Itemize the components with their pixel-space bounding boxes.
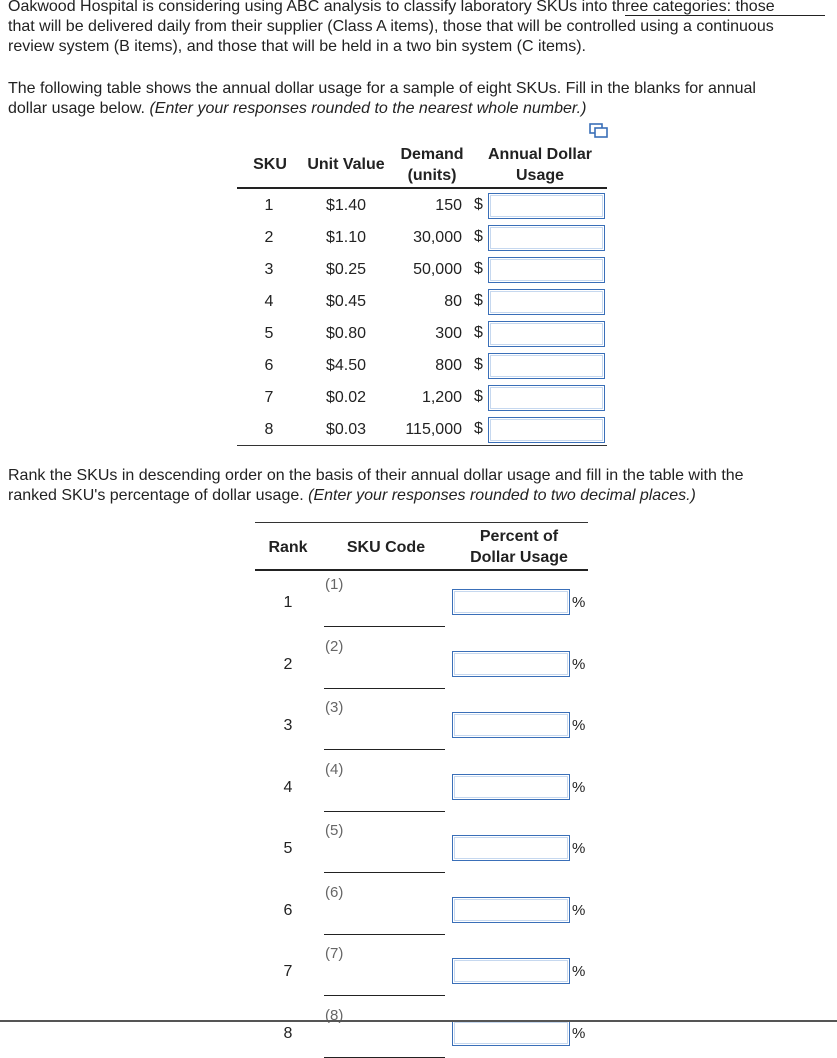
table1-bottom-rule [237,445,607,446]
col-header-usage: Usage [515,167,565,184]
percent-sign: % [572,840,586,857]
percent-usage-input[interactable] [452,651,570,677]
col-header-sku: SKU [253,156,287,173]
sku-code-label: (6) [325,884,344,901]
instructions-table2 [8,466,828,506]
percent-sign: % [572,717,586,734]
instructions2-hint: (Enter your responses rounded to two decimal places.) [308,487,696,504]
rank-cell: 8 [283,1025,293,1042]
table2-header-rule [255,569,588,571]
col-header-sku-code: SKU Code [346,539,426,556]
percent-usage-input[interactable] [452,589,570,615]
instructions1-line-1: The following table shows the annual dollar usage for a sample of eight SKUs. Fill in the blanks for annual [8,80,756,97]
percent-usage-input[interactable] [452,712,570,738]
rank-cell: 3 [283,717,293,734]
instructions2-line-1: Rank the SKUs in descending order on the basis of their annual dollar usage and fill in the table with the [8,467,744,484]
table1-header-rule [237,187,607,189]
unit-value-cell: $1.10 [325,229,367,246]
percent-sign: % [572,656,586,673]
rank-cell: 7 [283,963,293,980]
demand-cell: 80 [444,293,462,310]
sku-code-blank[interactable] [324,626,445,627]
demand-cell: 30,000 [413,229,462,246]
col-header-demand-units: (units) [407,167,457,184]
sku-cell: 3 [264,261,274,278]
sku-code-blank[interactable] [324,872,445,873]
sku-code-blank[interactable] [324,995,445,996]
sku-cell: 2 [264,229,274,246]
col-header-annual-dollar: Annual Dollar [487,146,592,163]
col-header-unit-value: Unit Value [307,156,385,173]
sku-code-label: (4) [325,761,344,778]
currency-symbol: $ [474,196,483,213]
instructions1-hint: (Enter your responses rounded to the nearest whole number.) [149,100,587,117]
percent-sign: % [572,1025,586,1042]
rank-cell: 4 [283,779,293,796]
sku-code-label: (3) [325,699,344,716]
currency-symbol: $ [474,260,483,277]
sku-cell: 7 [264,389,274,406]
unit-value-cell: $1.40 [325,197,367,214]
percent-usage-input[interactable] [452,774,570,800]
unit-value-cell: $4.50 [325,357,367,374]
sku-code-blank[interactable] [324,811,445,812]
demand-cell: 150 [435,197,462,214]
instructions1-line-2-text: dollar usage below. [8,100,150,117]
rank-cell: 6 [283,902,293,919]
instructions2-line-2-text: ranked SKU's percentage of dollar usage. [8,487,309,504]
sku-cell: 1 [264,197,274,214]
annual-usage-input[interactable] [488,193,605,219]
table2-top-rule [255,522,588,523]
currency-symbol: $ [474,420,483,437]
annual-usage-input[interactable] [488,353,605,379]
sku-code-blank[interactable] [324,934,445,935]
currency-symbol: $ [474,228,483,245]
unit-value-cell: $0.25 [325,261,367,278]
currency-symbol: $ [474,292,483,309]
col-header-dollar-usage: Dollar Usage [470,549,568,566]
instructions2-line-2 [8,486,828,506]
demand-cell: 300 [435,325,462,342]
annual-usage-input[interactable] [488,321,605,347]
percent-usage-input[interactable] [452,835,570,861]
currency-symbol: $ [474,388,483,405]
demand-cell: 115,000 [405,421,462,438]
rank-cell: 1 [283,594,293,611]
sku-code-label: (2) [325,638,344,655]
percent-sign: % [572,779,586,796]
unit-value-cell: $0.02 [325,389,367,406]
sku-code-label: (1) [325,576,344,593]
sku-code-blank[interactable] [324,688,445,689]
rank-cell: 2 [283,656,293,673]
percent-usage-input[interactable] [452,958,570,984]
sku-cell: 4 [264,293,274,310]
sku-code-label: (8) [325,1007,344,1024]
sku-cell: 5 [264,325,274,342]
instructions1-line-2 [8,99,828,119]
percent-sign: % [572,902,586,919]
demand-cell: 800 [435,357,462,374]
percent-sign: % [572,594,586,611]
sku-code-blank[interactable] [324,749,445,750]
sku-cell: 8 [264,421,274,438]
demand-cell: 1,200 [421,389,462,406]
col-header-rank: Rank [268,539,308,556]
unit-value-cell: $0.80 [325,325,367,342]
currency-symbol: $ [474,324,483,341]
sku-code-label: (5) [325,822,344,839]
annual-usage-input[interactable] [488,289,605,315]
intro-line-3: review system (B items), and those that will be held in a two bin system (C items). [8,38,586,55]
copy-table-icon[interactable] [589,123,609,139]
intro-paragraph [8,0,828,57]
col-header-demand: Demand [400,146,464,163]
demand-cell: 50,000 [413,261,462,278]
unit-value-cell: $0.03 [325,421,367,438]
intro-line-1: Oakwood Hospital is considering using ABC analysis to classify laboratory SKUs into three categories: those [8,0,775,15]
rank-cell: 5 [283,840,293,857]
page-bottom-rule [0,1020,837,1022]
instructions-table1 [8,79,828,119]
annual-usage-input[interactable] [488,385,605,411]
annual-usage-input[interactable] [488,257,605,283]
annual-usage-input[interactable] [488,417,605,443]
percent-sign: % [572,963,586,980]
col-header-percent: Percent of [479,528,559,545]
currency-symbol: $ [474,356,483,373]
sku-cell: 6 [264,357,274,374]
intro-underline [625,15,825,16]
intro-line-2: that will be delivered daily from their supplier (Class A items), those that will be controlled using a continuous [8,18,774,35]
percent-usage-input[interactable] [452,897,570,923]
sku-code-label: (7) [325,945,344,962]
unit-value-cell: $0.45 [325,293,367,310]
annual-usage-input[interactable] [488,225,605,251]
